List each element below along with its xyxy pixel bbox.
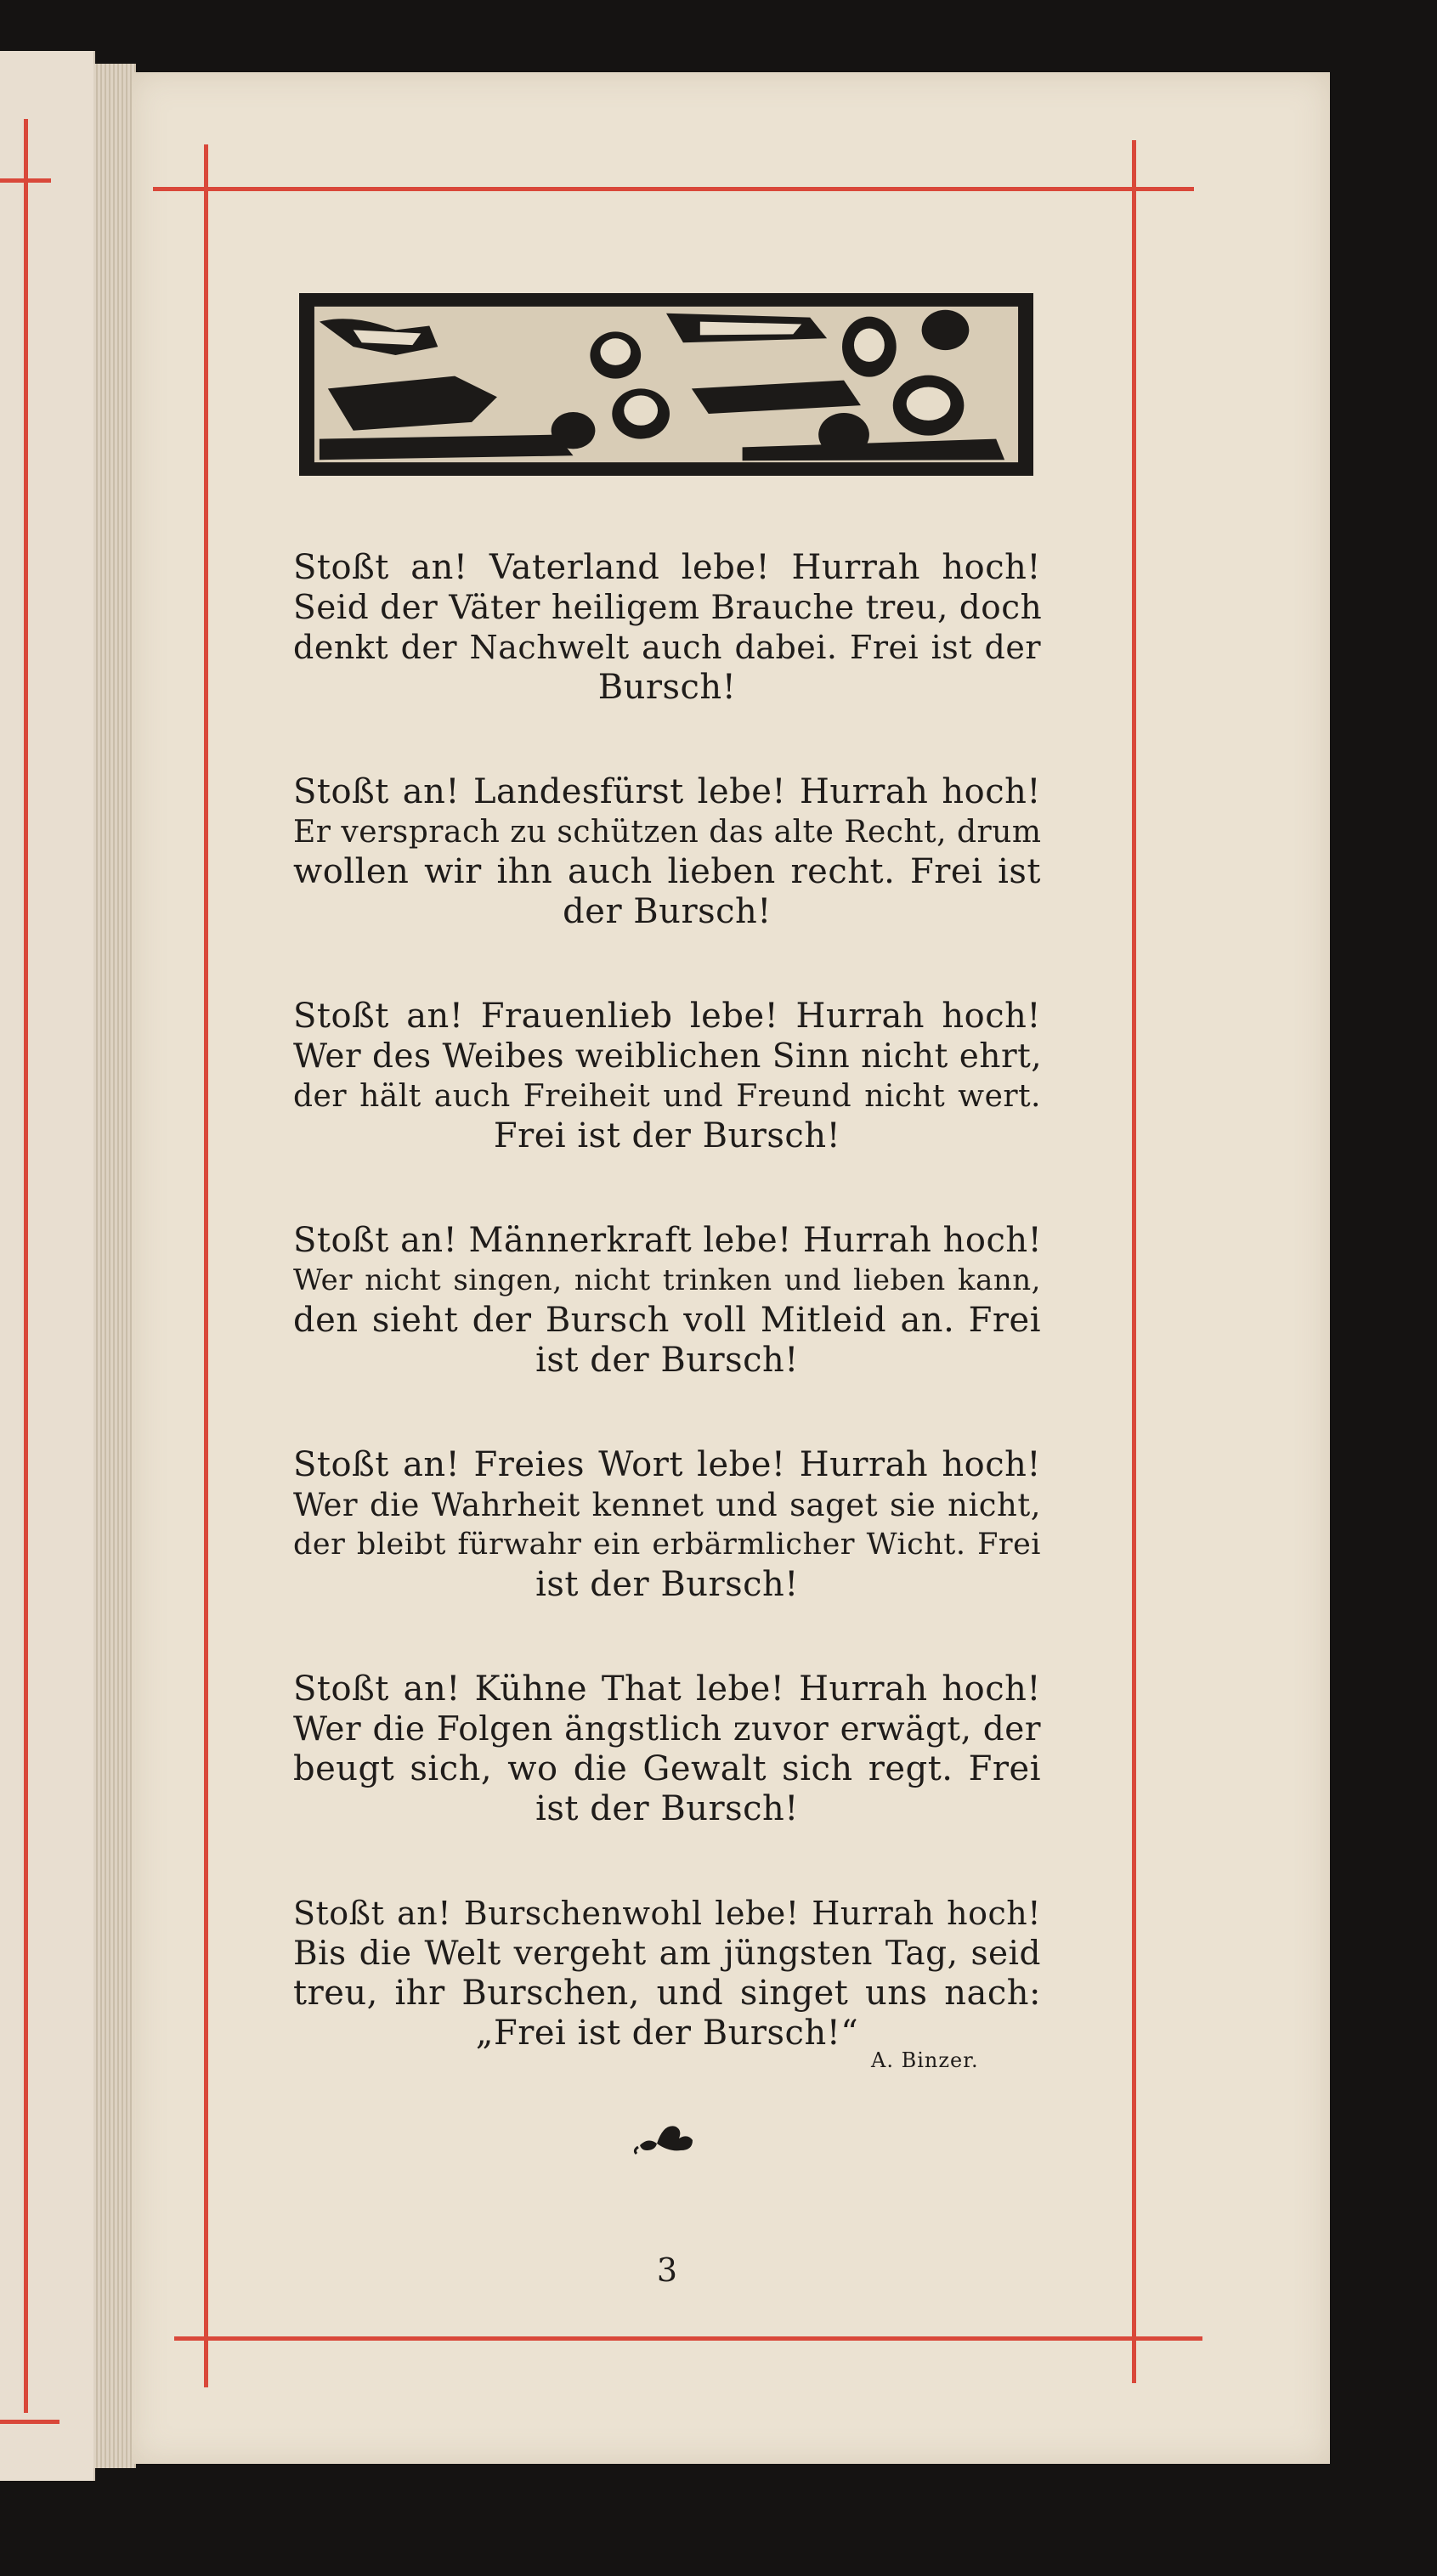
poem-line: wollen wir ihn auch lieben recht. Frei ist xyxy=(293,852,1041,891)
author-credit: A. Binzer. xyxy=(871,2048,979,2072)
stanza-4 xyxy=(293,1221,1041,1381)
frame-line-bottom xyxy=(174,2336,1202,2341)
poem-line: Wer die Wahrheit kennet und saget sie nicht, xyxy=(293,1487,1041,1523)
poem-line: Stoßt an! Kühne That lebe! Hurrah hoch! xyxy=(293,1669,1041,1709)
poem-line: der hält auch Freiheit und Freund nicht wert. xyxy=(293,1079,1041,1114)
poem-line: der bleibt fürwahr ein erbärmlicher Wicht. Frei xyxy=(293,1528,1041,1562)
woodcut-vignette-icon xyxy=(299,293,1033,476)
frame-line-right xyxy=(1132,140,1136,2383)
poem-line: Frei ist der Bursch! xyxy=(493,1116,841,1155)
poem-line: Wer des Weibes weiblichen Sinn nicht ehrt, xyxy=(293,1037,1043,1076)
frame-line-left xyxy=(204,144,208,2387)
poem-line: Bursch! xyxy=(597,668,737,707)
poem-line: Wer die Folgen ängstlich zuvor erwägt, der xyxy=(293,1710,1041,1748)
poem-line: Stoßt an! Männerkraft lebe! Hurrah hoch! xyxy=(293,1221,1043,1260)
left-page-frame-line-bottom xyxy=(0,2420,59,2424)
poem-line: Stoßt an! Freies Wort lebe! Hurrah hoch! xyxy=(293,1445,1041,1484)
poem-line: Stoßt an! Frauenlieb lebe! Hurrah hoch! xyxy=(293,997,1041,1036)
poem-line: treu, ihr Burschen, und singet uns nach: xyxy=(293,1974,1041,2013)
poem-line: Wer nicht singen, nicht trinken und lieben kann, xyxy=(293,1263,1041,1297)
stanza-5 xyxy=(293,1445,1041,1605)
poem-line: Bis die Welt vergeht am jüngsten Tag, seid xyxy=(293,1935,1041,1973)
left-page-frame-line-top xyxy=(0,178,51,183)
poem-line: Er versprach zu schützen das alte Recht, drum xyxy=(293,815,1042,850)
page-stack-edges xyxy=(93,64,136,2468)
poem-line: ist der Bursch! xyxy=(535,1341,799,1380)
left-page-edge xyxy=(0,51,95,2481)
stanza-1 xyxy=(293,548,1041,708)
poem-line: Stoßt an! Burschenwohl lebe! Hurrah hoch! xyxy=(293,1895,1041,1932)
poem-line: Seid der Väter heiligem Brauche treu, doch xyxy=(293,589,1043,627)
poem-line: Stoßt an! Vaterland lebe! Hurrah hoch! xyxy=(293,548,1041,587)
poem-line: den sieht der Bursch voll Mitleid an. Frei xyxy=(293,1301,1041,1340)
poem-line: denkt der Nachwelt auch dabei. Frei ist der xyxy=(293,629,1041,666)
stanza-2 xyxy=(293,772,1041,932)
stanza-6 xyxy=(293,1669,1041,1829)
poem-line: beugt sich, wo die Gewalt sich regt. Frei xyxy=(293,1749,1041,1788)
poem-line: ist der Bursch! xyxy=(535,1789,799,1828)
stanza-3 xyxy=(293,997,1041,1156)
poem-line: ist der Bursch! xyxy=(535,1565,799,1604)
poem-line: „Frei ist der Bursch!“ xyxy=(475,2014,859,2053)
page-number: 3 xyxy=(656,2251,678,2289)
left-page-frame-line xyxy=(24,119,28,2413)
book-page xyxy=(132,72,1330,2464)
poem-line: der Bursch! xyxy=(563,892,772,931)
frame-line-top xyxy=(153,187,1194,191)
leaf-ornament-icon xyxy=(631,2111,699,2162)
poem-line: Stoßt an! Landesfürst lebe! Hurrah hoch! xyxy=(293,772,1041,811)
stanza-7 xyxy=(293,1894,1041,2053)
